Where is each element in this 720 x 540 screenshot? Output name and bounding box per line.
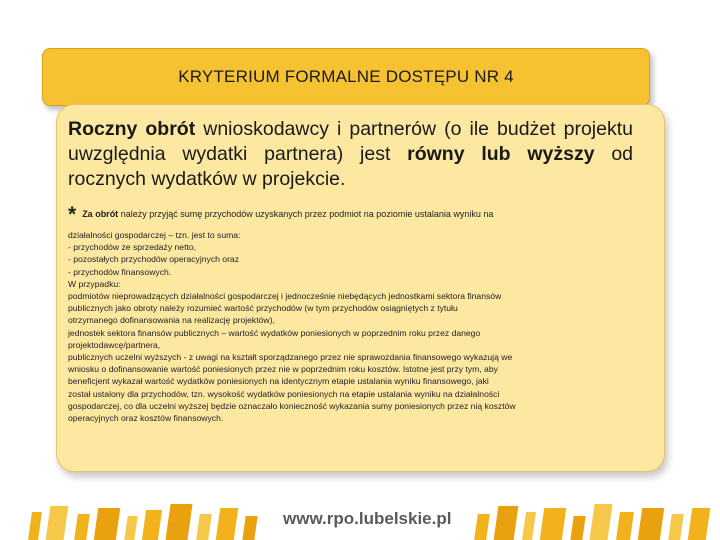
deco-bar — [688, 508, 710, 540]
note-lead-bold: Za obrót — [82, 209, 119, 219]
deco-bar — [94, 508, 120, 540]
deco-bar — [570, 516, 585, 540]
lead-bold-3: równy lub wyższy — [407, 143, 595, 165]
lead-bold-1: Roczny obrót — [68, 118, 196, 140]
deco-bar — [494, 506, 519, 540]
deco-bar — [540, 508, 566, 540]
lead-text-2: wnioskodawcy i partnerów (o ile budżet projektu uwzględnia wydatki partnera) jest — [68, 118, 633, 165]
note-first-line — [68, 203, 633, 227]
deco-bar — [28, 512, 42, 540]
deco-bar — [142, 510, 162, 540]
deco-bar — [589, 504, 612, 540]
deco-bar — [616, 512, 634, 540]
note-line: beneficjent wykazał wartość wydatków poniesionych na identycznym etapie ustalania wyniku finansowego, jaki — [68, 376, 489, 387]
title-banner — [42, 48, 650, 106]
note-lead-text: należy przyjąć sumę przychodów uzyskanych przez podmiot na poziomie ustalania wyniku na — [118, 209, 494, 219]
note-line: publicznych uczelni wyższych - z uwagi na kształt sporządzanego przez nie sprawozdania finansowego wykazują we — [68, 352, 513, 363]
note-line: W przypadku: — [68, 278, 121, 289]
deco-bar — [74, 514, 90, 540]
slide-title: KRYTERIUM FORMALNE DOSTĘPU NR 4 — [178, 67, 514, 86]
note-body — [68, 229, 636, 424]
deco-bar — [124, 516, 137, 540]
note-line: operacyjnych oraz kosztów finansowych. — [68, 413, 224, 424]
deco-bar — [196, 514, 212, 540]
note-line: - przychodów ze sprzedaży netto, — [68, 242, 197, 253]
note-line: został ustalony dla przychodów, tzn. wysokość wydatków poniesionych na etapie ustalania wyniku na działalności — [68, 388, 500, 399]
note-line: jednostek sektora finansów publicznych – wartość wydatków poniesionych w poprzednim roku przez danego — [68, 327, 481, 338]
deco-bar — [216, 508, 238, 540]
deco-bar — [165, 504, 192, 540]
deco-bar — [522, 512, 536, 540]
note-line: projektodawcę/partnera, — [68, 339, 161, 350]
note-line: wniosku o dofinansowanie wartość poniesionych przez nie w poprzednim roku kosztów. Istotne jest przy tym, aby — [68, 364, 498, 375]
lead-text-4: od rocznych wydatków w projekcie. — [68, 143, 634, 190]
deco-bar — [242, 516, 257, 540]
deco-bar — [638, 508, 664, 540]
lead-paragraph — [68, 117, 633, 192]
note-line: otrzymanego dofinansowania na realizację projektów), — [68, 315, 275, 326]
note-line: - przychodów finansowych. — [68, 266, 172, 277]
footer-url[interactable]: www.rpo.lubelskie.pl — [283, 509, 452, 528]
note-line: podmiotów nieprowadzących działalności gospodarczej i jednocześnie niebędących jednostkami sektora finansów — [68, 291, 502, 302]
asterisk-marker: * — [68, 203, 77, 226]
deco-bar — [668, 514, 684, 540]
deco-bar — [46, 506, 69, 540]
note-line: działalności gospodarczej – tzn. jest to suma: — [68, 230, 241, 240]
note-line: publicznych jako obroty należy rozumieć wartość przychodów (w tym przychodów osiągniętych z tytułu — [68, 303, 458, 314]
deco-bar — [474, 514, 490, 540]
note-line: gospodarczej, co dla uczelni wyższej będzie oznaczało konieczność wykazania sumy poniesionych przez nią kosztów — [68, 400, 516, 411]
note-line: - pozostałych przychodów operacyjnych oraz — [68, 254, 240, 265]
